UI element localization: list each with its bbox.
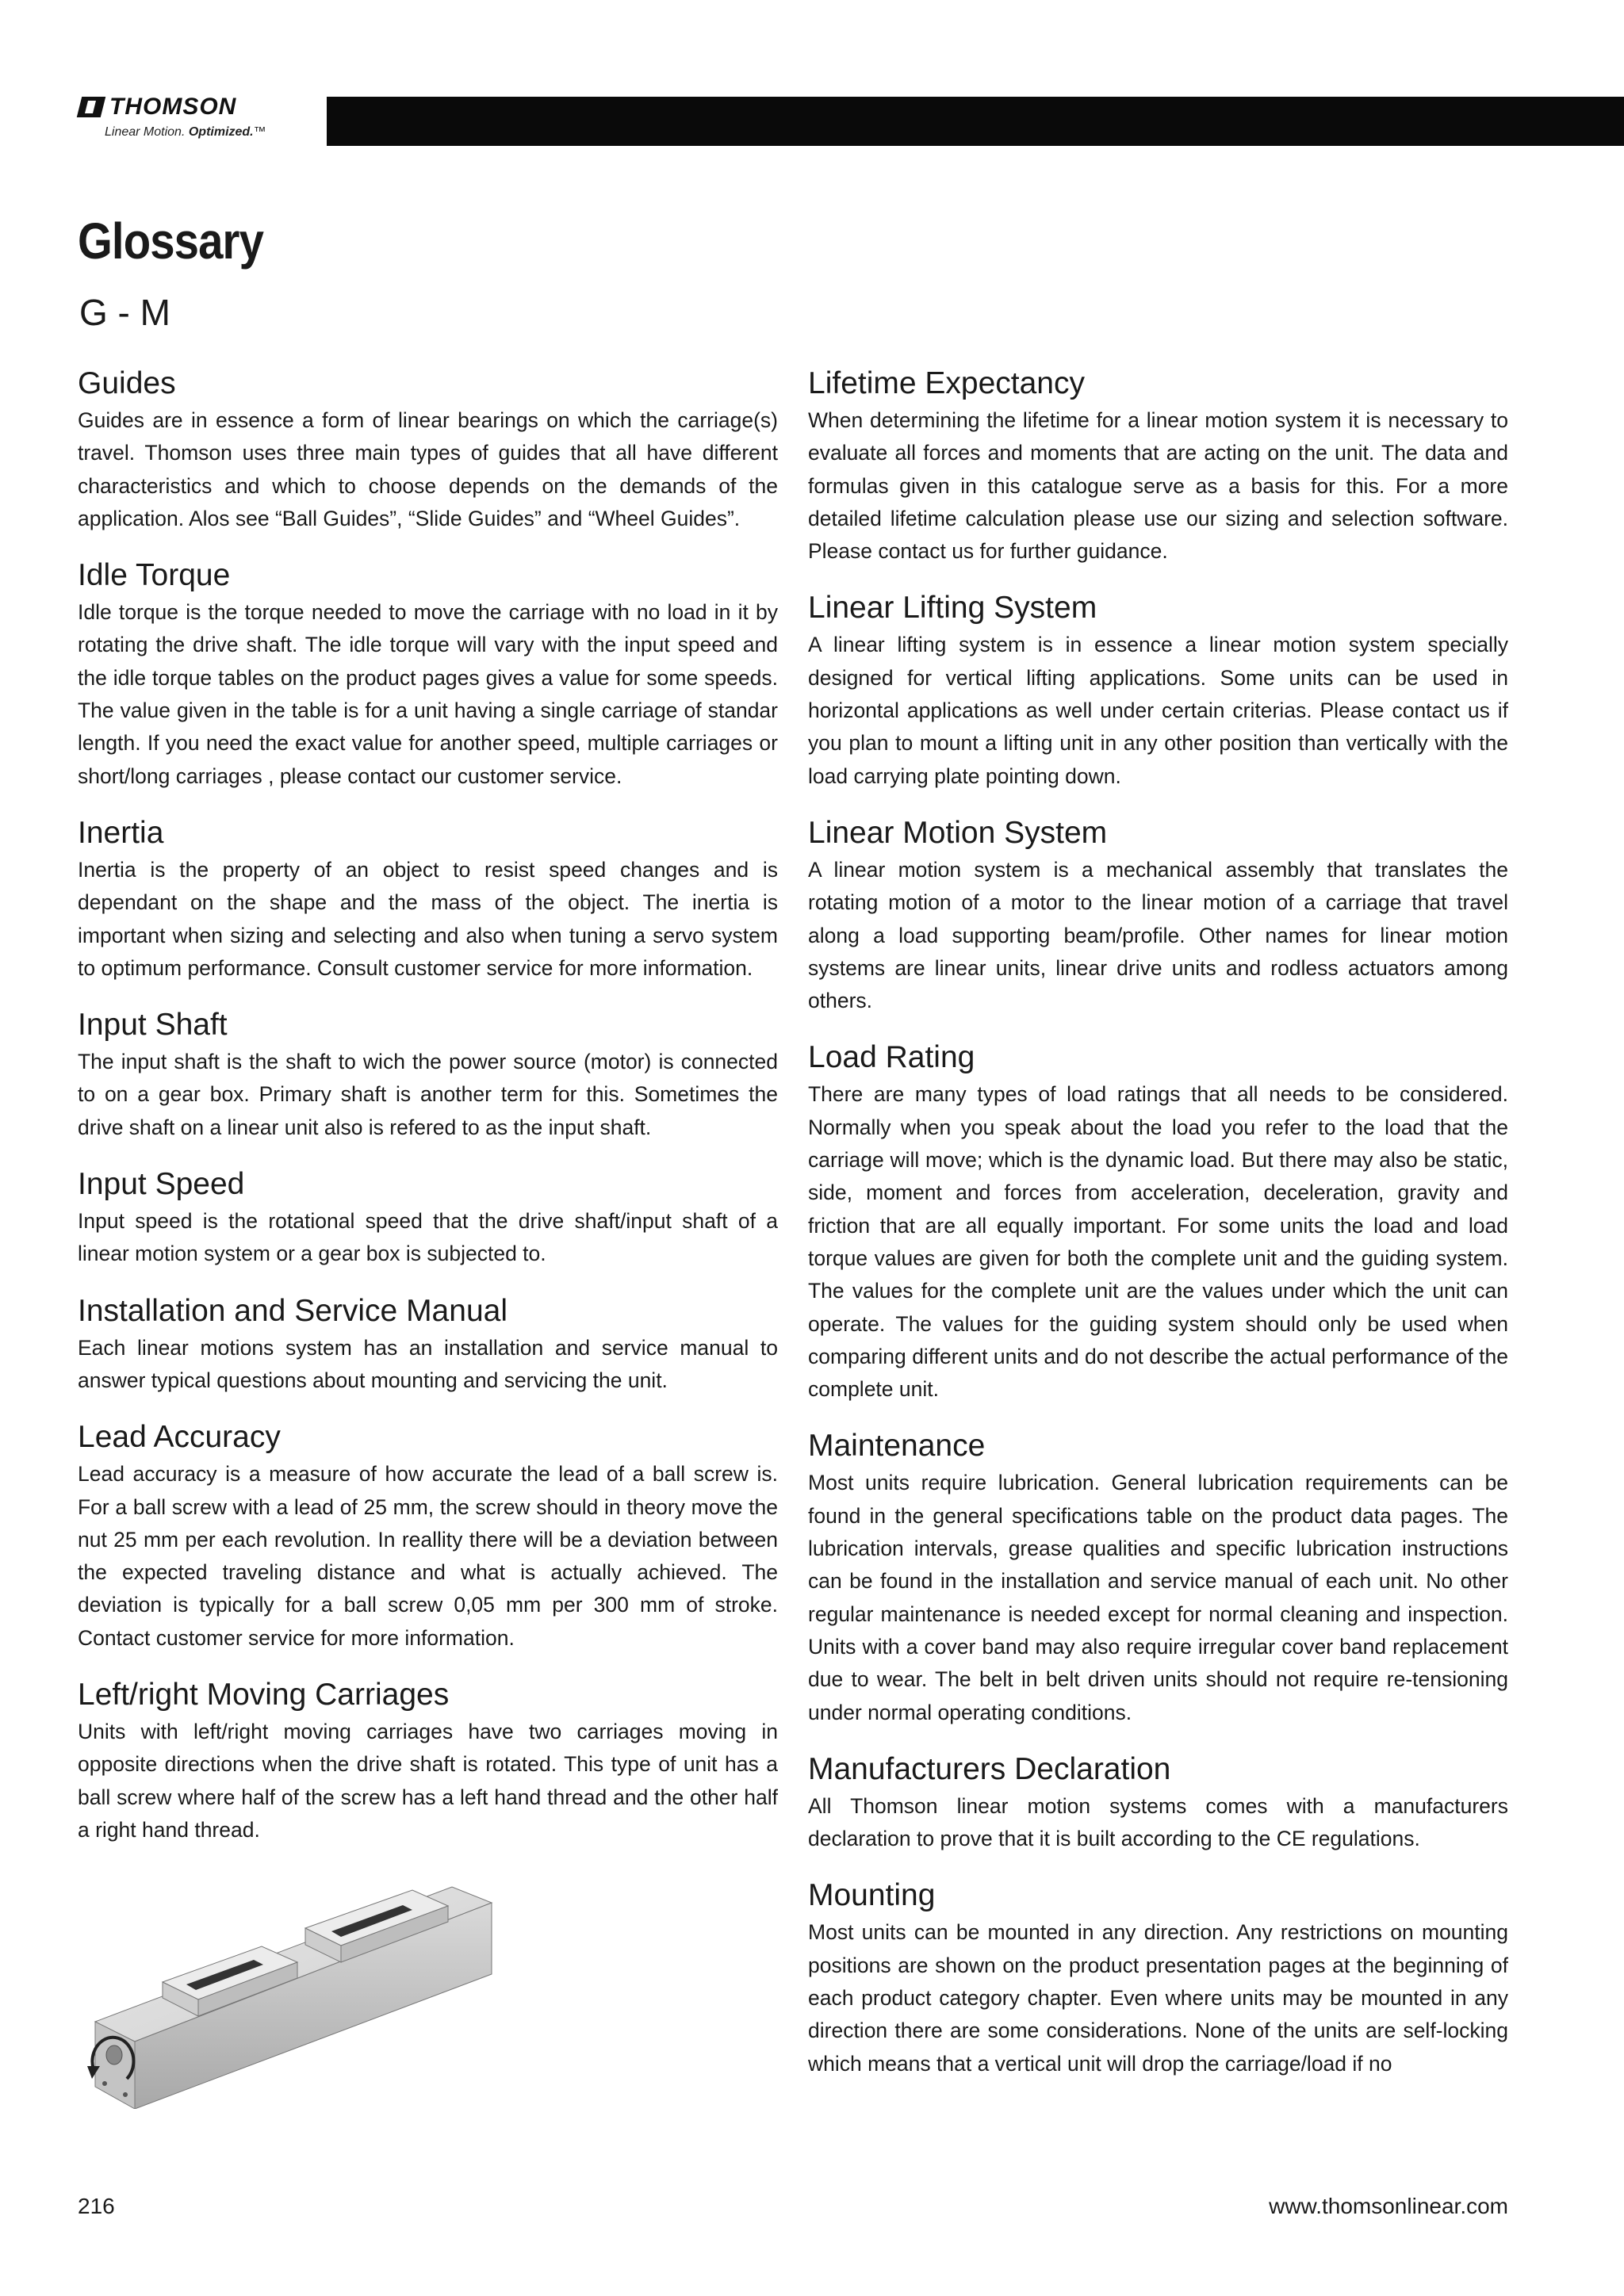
glossary-definition: All Thomson linear motion systems comes with a manufacturers declaration to prove that it is built according to the CE regulations. bbox=[808, 1793, 1508, 1851]
website-url: www.thomsonlinear.com bbox=[1269, 2194, 1508, 2218]
glossary-entry bbox=[78, 1674, 778, 1846]
glossary-definition: A linear lifting system is in essence a linear motion system specially designed for vertical lifting applications. Some units can be used in horizontal applications as well under certain criterias. Please contact us if you plan to mount a lifting unit in any other position than vertically with the load carrying plate pointing down. bbox=[808, 633, 1508, 788]
glossary-term: Idle Torque bbox=[78, 558, 231, 593]
glossary-entry bbox=[808, 1425, 1508, 1728]
glossary-definition: Most units require lubrication. General lubrication requirements can be found in the general specifications table on the product data pages. The lubrication intervals, grease qualities and specific lubrication instructions can be found in the installation and service manual of each unit. No other regular maintenance is needed except for normal cleaning and inspection. Units with a cover band may also require irregular cover band replacement due to wear. The belt in belt driven units should not require re-tensioning under normal operating conditions. bbox=[808, 1471, 1508, 1724]
glossary-entry bbox=[808, 1749, 1508, 1856]
glossary-definition: Lead accuracy is a measure of how accurate the lead of a ball screw is. For a ball screw with a lead of 25 mm, the screw should in theory move the nut 25 mm per each revolution. In reallity there will be a deviation between the expected traveling distance and what is actually achieved. The deviation is typically for a ball screw 0,05 mm per 300 mm of stroke. Contact customer service for more information. bbox=[78, 1462, 778, 1650]
tagline-part-a: Linear Motion. bbox=[105, 125, 186, 139]
glossary-definition: Each linear motions system has an installation and service manual to answer typical questions about mounting and servicing the unit. bbox=[78, 1335, 778, 1392]
glossary-definition: When determining the lifetime for a linear motion system it is necessary to evaluate all forces and moments that are acting on the unit. The data and formulas given in this catalogue serve as a basis for this. For a more detailed lifetime calculation please use our sizing and selection software. Please contact us for further guidance. bbox=[808, 408, 1508, 564]
glossary-definition: Units with left/right moving carriages have two carriages moving in opposite directions when the drive shaft is rotated. This type of unit has a ball screw where half of the screw has a left hand thread and the other half a right hand thread. bbox=[78, 1720, 778, 1842]
header-bar bbox=[327, 97, 1624, 146]
glossary-term: Lifetime Expectancy bbox=[808, 366, 1086, 400]
page-number: 216 bbox=[78, 2194, 115, 2218]
glossary-term: Input Shaft bbox=[78, 1008, 228, 1043]
glossary-definition: There are many types of load ratings that all needs to be considered. Normally when you speak about the load you refer to the load that the carriage will move; which is the dynamic load. But there may also be static, side, moment and forces from acceleration, deceleration, gravity and friction that are all equally important. For some units the load and load torque values are given for both the complete unit and the guiding system. The values for the complete unit are the values under which the unit can operate. The values for the guiding system should only be used when comparing different units and do not describe the actual performance of the complete unit. bbox=[808, 1082, 1508, 1402]
page-subtitle: G - M bbox=[79, 292, 170, 333]
glossary-entry bbox=[78, 1164, 778, 1271]
glossary-entry bbox=[808, 363, 1508, 568]
glossary-definition: Idle torque is the torque needed to move the carriage with no load in it by rotating the drive shaft. The idle torque will vary with the input speed and the idle torque tables on the product pages gives a value for some speeds. The value given in the table is for a unit having a single carriage of standar length. If you need the exact value for another speed, multiple carriages or short/long carriages , please contact our customer service. bbox=[78, 600, 778, 788]
glossary-term: Lead Accuracy bbox=[78, 1420, 281, 1455]
right-column bbox=[808, 363, 1508, 2100]
linear-unit-illustration bbox=[79, 1871, 508, 2109]
glossary-entry bbox=[808, 1037, 1508, 1406]
glossary-term: Installation and Service Manual bbox=[78, 1293, 508, 1328]
glossary-entry bbox=[78, 1417, 778, 1655]
glossary-entry bbox=[78, 555, 778, 793]
glossary-entry bbox=[808, 813, 1508, 1017]
glossary-entry bbox=[808, 1875, 1508, 2080]
glossary-definition: Guides are in essence a form of linear bearings on which the carriage(s) travel. Thomson uses three main types of guides that all have different characteristics and which to choose depends on the demands of the application. Alos see “Ball Guides”, “Slide Guides” and “Wheel Guides”. bbox=[78, 408, 778, 530]
left-column bbox=[78, 363, 778, 1866]
glossary-term: Mounting bbox=[808, 1878, 936, 1913]
glossary-entry bbox=[808, 587, 1508, 792]
tagline-trademark: ™ bbox=[253, 125, 266, 139]
tagline-part-b: Optimized. bbox=[188, 125, 254, 139]
glossary-term: Maintenance bbox=[808, 1429, 986, 1464]
glossary-term: Inertia bbox=[78, 815, 164, 850]
glossary-definition: Inertia is the property of an object to resist speed changes and is dependant on the shape and the mass of the object. The inertia is important when sizing and selecting and also when tuning a servo system to optimum performance. Consult customer service for more information. bbox=[78, 857, 778, 980]
glossary-definition: Most units can be mounted in any direction. Any restrictions on mounting positions are shown on the product presentation pages at the beginning of each product category chapter. Even where units may be mounted in any direction there are some considerations. None of the units are self-locking which means that a vertical unit will drop the carriage/load if no bbox=[808, 1920, 1508, 2076]
glossary-term: Guides bbox=[78, 366, 176, 400]
brand-tagline bbox=[105, 125, 266, 140]
glossary-term: Linear Motion System bbox=[808, 815, 1108, 850]
glossary-entry bbox=[78, 1291, 778, 1398]
glossary-term: Manufacturers Declaration bbox=[808, 1751, 1171, 1786]
glossary-term: Left/right Moving Carriages bbox=[78, 1678, 450, 1712]
glossary-definition: A linear motion system is a mechanical assembly that translates the rotating motion of a motor to the linear motion of a carriage that travel along a load supporting beam/profile. Other names for linear motion systems are linear units, linear drive units and rodless actuators among others. bbox=[808, 857, 1508, 1013]
brand-name: THOMSON bbox=[109, 94, 237, 120]
glossary-definition: The input shaft is the shaft to wich the power source (motor) is connected to on a gear box. Primary shaft is another term for this. Sometimes the drive shaft on a linear unit also is refered to as the input shaft. bbox=[78, 1050, 778, 1139]
thomson-logo bbox=[79, 94, 285, 149]
page-title: Glossary bbox=[78, 212, 264, 270]
glossary-entry bbox=[78, 363, 778, 535]
glossary-term: Linear Lifting System bbox=[808, 591, 1097, 626]
thomson-logo-mark-icon bbox=[77, 97, 105, 117]
glossary-definition: Input speed is the rotational speed that the drive shaft/input shaft of a linear motion system or a gear box is subjected to. bbox=[78, 1209, 778, 1266]
glossary-term: Input Speed bbox=[78, 1167, 245, 1202]
glossary-entry bbox=[78, 1004, 778, 1144]
glossary-entry bbox=[78, 813, 778, 985]
glossary-term: Load Rating bbox=[808, 1040, 975, 1075]
